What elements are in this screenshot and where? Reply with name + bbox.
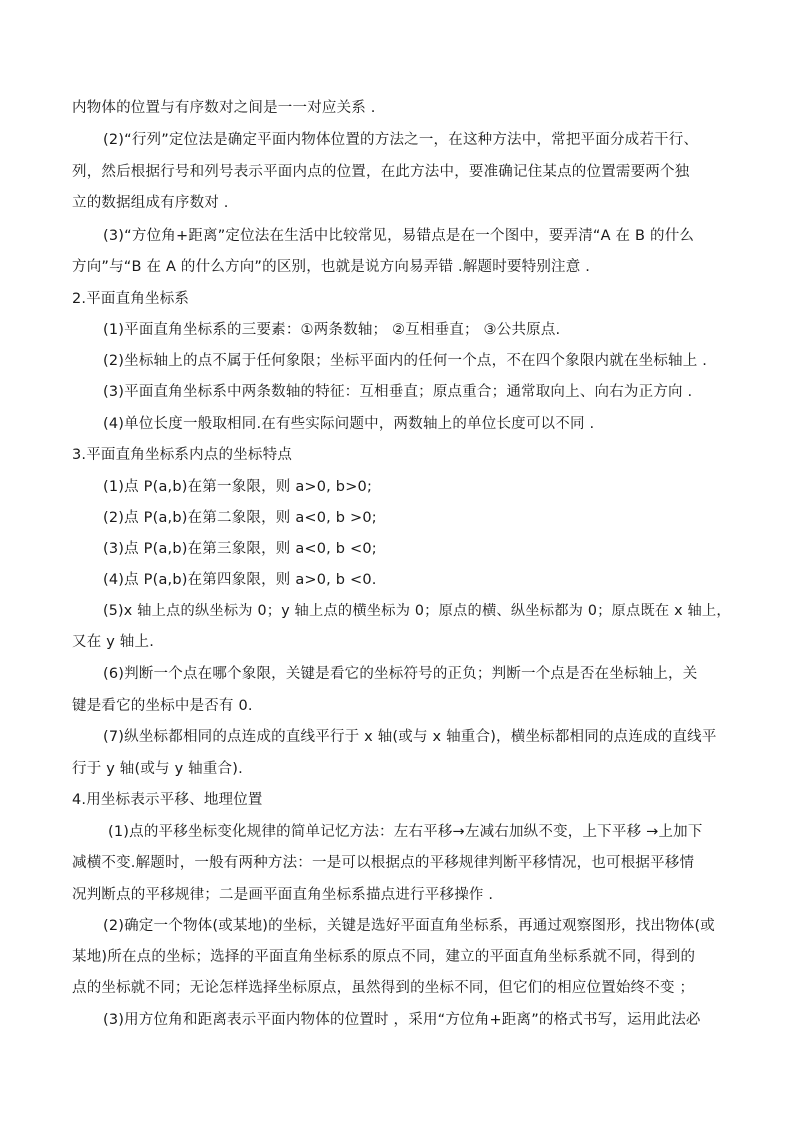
text-line: (3)“方位角+距离”定位法在生活中比较常见，易错点是在一个图中，要弄清“A 在 B 的什么 [103,228,695,244]
text-line: (3)用方位角和距离表示平面内物体的位置时 ，采用“方位角+距离”的格式书写，运用此法必 [103,1012,701,1028]
section-heading: 2.平面直角坐标系 [72,291,190,307]
text-line: (4)点 P(a,b)在第四象限，则 a>0, b <0. [103,572,377,588]
text-line: 键是看它的坐标中是否有 0. [72,698,253,714]
text-line: (6)判断一个点在哪个象限，关键是看它的坐标符号的正负；判断一个点是否在坐标轴上，关 [103,666,698,682]
section-heading: 3.平面直角坐标系内点的坐标特点 [72,447,293,463]
text-line: 又在 y 轴上. [72,634,155,650]
text-line: (4)单位长度一般取相同.在有些实际问题中，两数轴上的单位长度可以不同 . [103,416,595,432]
text-line: (1)点 P(a,b)在第一象限，则 a>0, b>0; [103,479,373,495]
text-line: (7)纵坐标都相同的点连成的直线平行于 x 轴(或与 x 轴重合)，横坐标都相同的点连成的直线平 [103,729,717,745]
text-line: (1)平面直角坐标系的三要素：①两条数轴； ②互相垂直； ③公共原点. [103,322,561,338]
text-line: 内物体的位置与有序数对之间是一一对应关系 . [72,100,376,116]
text-line: 方向”与“B 在 A 的什么方向”的区别，也就是说方向易弄错 .解题时要特别注意 . [72,259,591,275]
text-line: 列，然后根据行号和列号表示平面内点的位置，在此方法中，要准确记住某点的位置需要两个独 [72,164,690,180]
text-line: (3)点 P(a,b)在第三象限，则 a<0, b <0; [103,541,377,557]
text-line: (3)平面直角坐标系中两条数轴的特征：互相垂直；原点重合；通常取向上、向右为正方向 . [103,384,693,400]
text-line: 某地)所在点的坐标；选择的平面直角坐标系的原点不同，建立的平面直角坐标系就不同，得到的 [72,949,696,965]
text-line: 立的数据组成有序数对 . [72,195,229,211]
text-line: (2)点 P(a,b)在第二象限，则 a<0, b >0; [103,510,377,526]
text-line: (2)“行列”定位法是确定平面内物体位置的方法之一，在这种方法中，常把平面分成若干行、 [103,132,699,148]
text-line: 点的坐标就不同；无论怎样选择坐标原点，虽然得到的坐标不同，但它们的相应位置始终不变 ； [72,980,695,996]
section-heading: 4.用坐标表示平移、地理位置 [72,792,263,808]
text-line: (2)坐标轴上的点不属于任何象限；坐标平面内的任何一个点，不在四个象限内就在坐标轴上 . [103,353,708,369]
text-line: 况判断点的平移规律；二是画平面直角坐标系描点进行平移操作 . [72,887,494,903]
text-line: (1)点的平移坐标变化规律的简单记忆方法：左右平移→左减右加纵不变，上下平移 →上加下 [108,824,703,840]
text-line: (5)x 轴上点的纵坐标为 0；y 轴上点的横坐标为 0；原点的横、纵坐标都为 0；原点既在 x 轴上， [103,603,731,619]
text-line: 行于 y 轴(或与 y 轴重合). [72,761,243,777]
text-line: 减横不变.解题时，一般有两种方法：一是可以根据点的平移规律判断平移情况，也可根据平移情 [72,855,695,871]
text-line: (2)确定一个物体(或某地)的坐标，关键是选好平面直角坐标系，再通过观察图形，找出物体(或 [103,918,716,934]
